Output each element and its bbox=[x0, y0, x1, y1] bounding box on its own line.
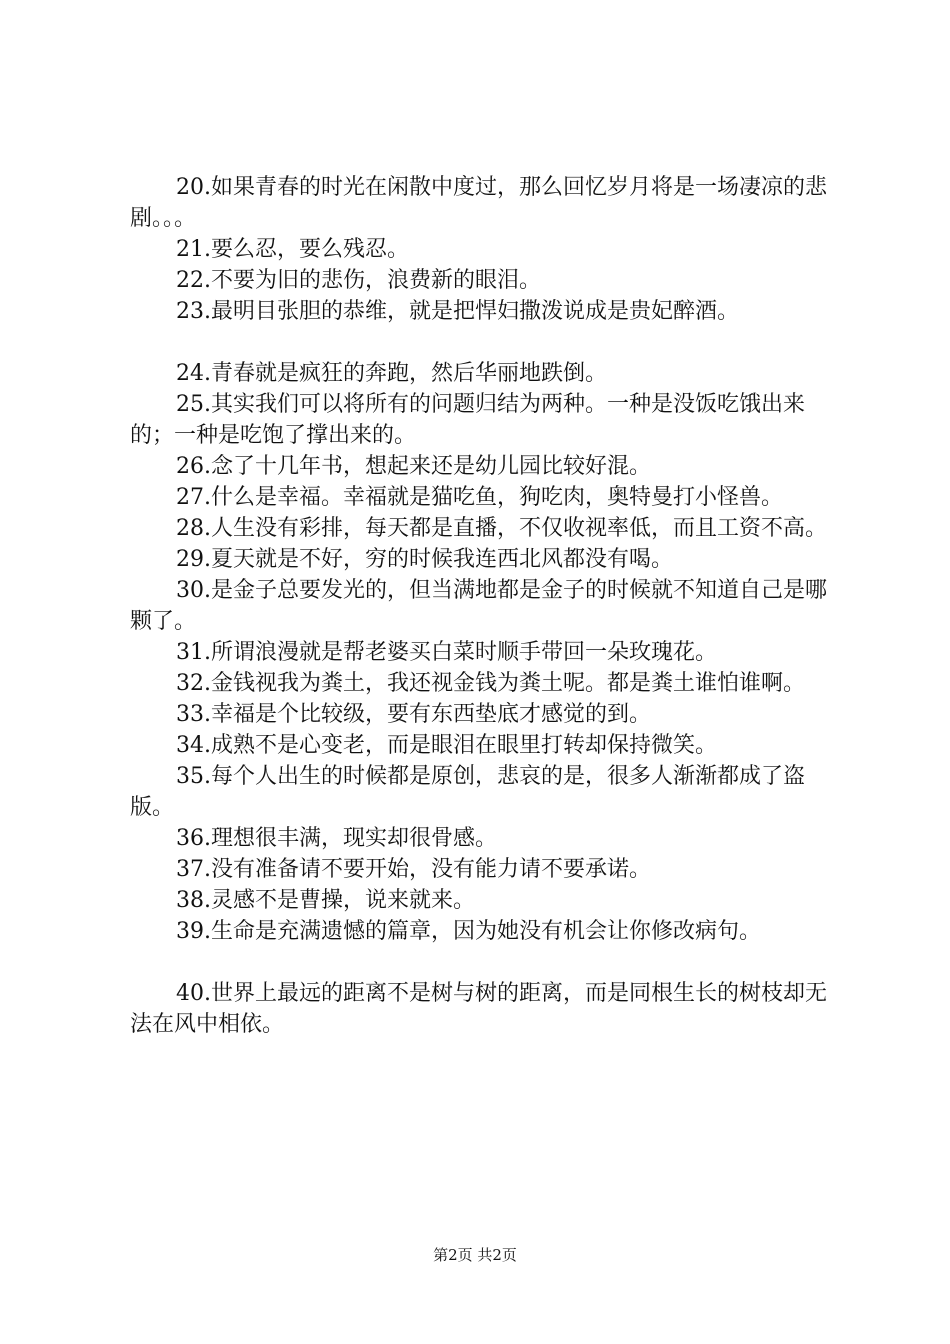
paragraph-26: 26.念了十几年书，想起来还是幼儿园比较好混。 bbox=[176, 454, 651, 479]
paragraph-23: 23.最明目张胆的恭维，就是把悍妇撒泼说成是贵妃醉酒。 bbox=[176, 299, 739, 324]
paragraph-37: 37.没有准备请不要开始，没有能力请不要承诺。 bbox=[176, 857, 651, 882]
paragraph-32: 32.金钱视我为粪土，我还视金钱为粪土呢。都是粪土谁怕谁啊。 bbox=[176, 671, 805, 696]
paragraph-27: 27.什么是幸福。幸福就是猫吃鱼，狗吃肉，奥特曼打小怪兽。 bbox=[176, 485, 783, 510]
paragraph-39: 39.生命是充满遗憾的篇章，因为她没有机会让你修改病句。 bbox=[176, 919, 761, 944]
paragraph-29: 29.夏天就是不好，穷的时候我连西北风都没有喝。 bbox=[176, 547, 673, 572]
paragraph-24: 24.青春就是疯狂的奔跑，然后华丽地跌倒。 bbox=[176, 361, 607, 386]
page-number-footer: 第2页 共2页 bbox=[433, 1246, 517, 1264]
paragraph-20: 20.如果青春的时光在闲散中度过，那么回忆岁月将是一场凄凉的悲剧。。。 bbox=[130, 175, 827, 231]
paragraph-25: 25.其实我们可以将所有的问题归结为两种。一种是没饭吃饿出来的；一种是吃饱了撑出来的。 bbox=[130, 392, 805, 448]
document-body bbox=[130, 172, 830, 1040]
paragraph-40: 40.世界上最远的距离不是树与树的距离，而是同根生长的树枝却无法在风中相依。 bbox=[130, 981, 827, 1037]
paragraph-33: 33.幸福是个比较级，要有东西垫底才感觉的到。 bbox=[176, 702, 651, 727]
paragraph-31: 31.所谓浪漫就是帮老婆买白菜时顺手带回一朵玫瑰花。 bbox=[176, 640, 717, 665]
paragraph-34: 34.成熟不是心变老，而是眼泪在眼里打转却保持微笑。 bbox=[176, 733, 717, 758]
paragraph-35: 35.每个人出生的时候都是原创，悲哀的是，很多人渐渐都成了盗版。 bbox=[130, 764, 805, 820]
paragraph-30: 30.是金子总要发光的，但当满地都是金子的时候就不知道自己是哪颗了。 bbox=[130, 578, 827, 634]
paragraph-36: 36.理想很丰满，现实却很骨感。 bbox=[176, 826, 497, 851]
paragraph-22: 22.不要为旧的悲伤，浪费新的眼泪。 bbox=[176, 268, 541, 293]
paragraph-38: 38.灵感不是曹操，说来就来。 bbox=[176, 888, 475, 913]
paragraph-28: 28.人生没有彩排，每天都是直播，不仅收视率低，而且工资不高。 bbox=[176, 516, 827, 541]
paragraph-21: 21.要么忍，要么残忍。 bbox=[176, 237, 409, 262]
